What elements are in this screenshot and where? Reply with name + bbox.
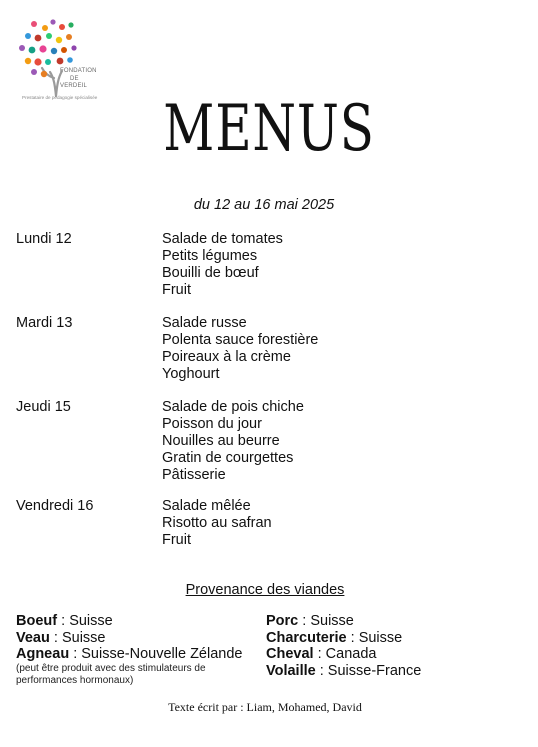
dish-item: Risotto au safran (162, 515, 272, 531)
meat-name: Volaille (266, 662, 316, 679)
dish-item: Petits légumes (162, 248, 258, 264)
hormone-note-line: (peut être produit avec des stimulateurs de (16, 662, 206, 674)
dish-item: Fruit (162, 282, 191, 298)
dish-item: Bouilli de bœuf (162, 265, 259, 281)
meat-name: Boeuf (16, 613, 58, 629)
meat-origin-row: Veau : Suisse (16, 629, 106, 646)
hormone-note-line: performances hormonaux) (16, 674, 134, 686)
dish-item: Poireaux à la crème (162, 349, 291, 365)
meat-origin-row: Cheval : Canada (266, 646, 377, 662)
meat-origin-row: Porc : Suisse (266, 613, 354, 629)
meat-origin: Suisse (310, 613, 354, 629)
meat-origin-row: Boeuf : Suisse (16, 613, 113, 629)
meat-origin-list-right (266, 613, 421, 679)
meat-origin: Suisse (358, 629, 403, 646)
dish-item: Yoghourt (162, 366, 220, 382)
dish-item: Pâtisserie (162, 467, 226, 483)
day-label: Lundi 12 (16, 231, 72, 247)
dish-item: Gratin de courgettes (162, 450, 294, 466)
meat-origin-row: Charcuterie : Suisse (266, 629, 403, 646)
meat-origin: Suisse (61, 629, 106, 646)
day-label: Jeudi 15 (16, 399, 71, 415)
hormone-note (16, 663, 242, 687)
meat-name: Porc (266, 613, 299, 629)
dish-item: Poisson du jour (162, 416, 262, 432)
meat-origin: Suisse (69, 613, 113, 629)
meat-name: Agneau (16, 646, 70, 662)
logo-name-line: DE (70, 75, 79, 82)
date-range: du 12 au 16 mai 2025 (193, 197, 335, 213)
meat-name: Cheval (266, 646, 314, 662)
meat-origin: Suisse-France (327, 662, 422, 679)
dish-list (162, 399, 304, 484)
dish-item: Salade mêlée (162, 498, 251, 514)
meat-name: Veau (16, 629, 50, 646)
day-label: Mardi 13 (16, 315, 73, 331)
meat-origin: Canada (325, 646, 377, 662)
logo-name (60, 68, 97, 91)
logo-tagline: Prestataire de pédagogie spécialisée (22, 95, 98, 100)
logo-name-line: FONDATION (60, 68, 97, 74)
page-title: MENUS (163, 92, 375, 166)
meat-name: Charcuterie (266, 629, 347, 646)
dish-item: Polenta sauce forestière (162, 332, 319, 348)
logo-name-line: VERDEIL (60, 83, 88, 89)
dish-list (162, 498, 272, 549)
dish-item: Salade de tomates (162, 231, 283, 247)
meat-origin-row: Agneau : Suisse-Nouvelle Zélande (16, 646, 243, 662)
dish-item: Salade russe (162, 315, 247, 331)
dish-list (162, 315, 318, 383)
dish-item: Fruit (162, 532, 191, 548)
meat-origin: Suisse-Nouvelle Zélande (81, 646, 243, 662)
day-label: Vendredi 16 (16, 498, 94, 514)
dish-item: Nouilles au beurre (162, 433, 280, 449)
meat-origin-row: Volaille : Suisse-France (266, 662, 422, 679)
dish-item: Salade de pois chiche (162, 399, 304, 415)
provenance-title: Provenance des viandes (185, 582, 345, 598)
author-credit: Texte écrit par : Liam, Mohamed, David (168, 700, 362, 714)
dish-list (162, 231, 283, 299)
meat-origin-list-left (16, 613, 242, 687)
